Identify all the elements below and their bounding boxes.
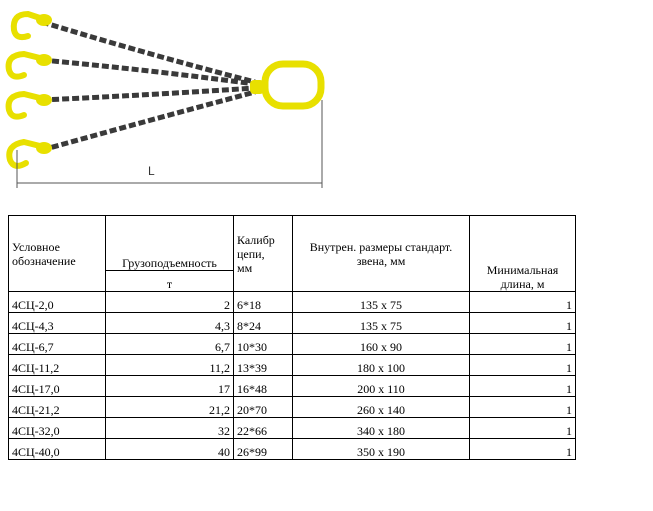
header-capacity-unit: т: [106, 271, 234, 292]
cell-min-length: 1: [470, 418, 576, 439]
cell-designation: 4СЦ-4,3: [9, 313, 106, 334]
hook-bodies: [36, 14, 52, 154]
cell-capacity: 2: [106, 292, 234, 313]
header-designation: Условное обозначение: [9, 216, 106, 292]
header-caliber-title: Калибр цепи,: [237, 232, 275, 261]
table-row: [9, 355, 576, 376]
cell-caliber: 26*99: [234, 439, 293, 460]
cell-inner-dims: 160 х 90: [293, 334, 470, 355]
table-row: [9, 418, 576, 439]
cell-caliber: 8*24: [234, 313, 293, 334]
cell-designation: 4СЦ-32,0: [9, 418, 106, 439]
cell-designation: 4СЦ-6,7: [9, 334, 106, 355]
table-row: [9, 376, 576, 397]
table-row: [9, 397, 576, 418]
hook-icon: [9, 94, 40, 117]
cell-inner-dims: 200 х 110: [293, 376, 470, 397]
cell-min-length: 1: [470, 334, 576, 355]
cell-capacity: 21,2: [106, 397, 234, 418]
cell-inner-dims: 135 х 75: [293, 313, 470, 334]
cell-designation: 4СЦ-21,2: [9, 397, 106, 418]
cell-min-length: 1: [470, 355, 576, 376]
cell-caliber: 20*70: [234, 397, 293, 418]
header-inner-dims: Внутрен. размеры стандарт. звена, мм: [293, 216, 470, 292]
cell-caliber: 16*48: [234, 376, 293, 397]
cell-capacity: 17: [106, 376, 234, 397]
cell-designation: 4СЦ-2,0: [9, 292, 106, 313]
cell-min-length: 1: [470, 376, 576, 397]
chain-sling-diagram: [0, 0, 340, 200]
cell-caliber: 13*39: [234, 355, 293, 376]
header-row: [9, 216, 576, 271]
dimension-label: L: [148, 164, 155, 178]
table-row: [9, 439, 576, 460]
cell-designation: 4СЦ-17,0: [9, 376, 106, 397]
chain-legs: [42, 22, 255, 150]
master-link-icon: [250, 64, 321, 106]
spec-table: [8, 215, 576, 460]
cell-designation: 4СЦ-11,2: [9, 355, 106, 376]
cell-capacity: 4,3: [106, 313, 234, 334]
header-caliber: [234, 216, 293, 292]
cell-inner-dims: 180 х 100: [293, 355, 470, 376]
cell-caliber: 6*18: [234, 292, 293, 313]
cell-capacity: 11,2: [106, 355, 234, 376]
cell-caliber: 22*66: [234, 418, 293, 439]
hook-icon: [9, 54, 40, 77]
header-min-length: Минимальная длина, м: [470, 216, 576, 292]
cell-min-length: 1: [470, 397, 576, 418]
cell-min-length: 1: [470, 439, 576, 460]
hook-icon: [14, 14, 40, 37]
cell-inner-dims: 340 х 180: [293, 418, 470, 439]
table-row: [9, 313, 576, 334]
cell-caliber: 10*30: [234, 334, 293, 355]
cell-min-length: 1: [470, 313, 576, 334]
cell-min-length: 1: [470, 292, 576, 313]
cell-inner-dims: 350 х 190: [293, 439, 470, 460]
cell-capacity: 32: [106, 418, 234, 439]
hook-icons: [9, 14, 40, 166]
cell-capacity: 6,7: [106, 334, 234, 355]
hook-icon: [9, 142, 40, 166]
cell-capacity: 40: [106, 439, 234, 460]
header-caliber-unit: мм: [237, 260, 253, 275]
table-row: [9, 334, 576, 355]
cell-inner-dims: 260 х 140: [293, 397, 470, 418]
cell-designation: 4СЦ-40,0: [9, 439, 106, 460]
cell-inner-dims: 135 х 75: [293, 292, 470, 313]
table-row: [9, 292, 576, 313]
header-capacity: Грузоподъемность: [106, 216, 234, 271]
